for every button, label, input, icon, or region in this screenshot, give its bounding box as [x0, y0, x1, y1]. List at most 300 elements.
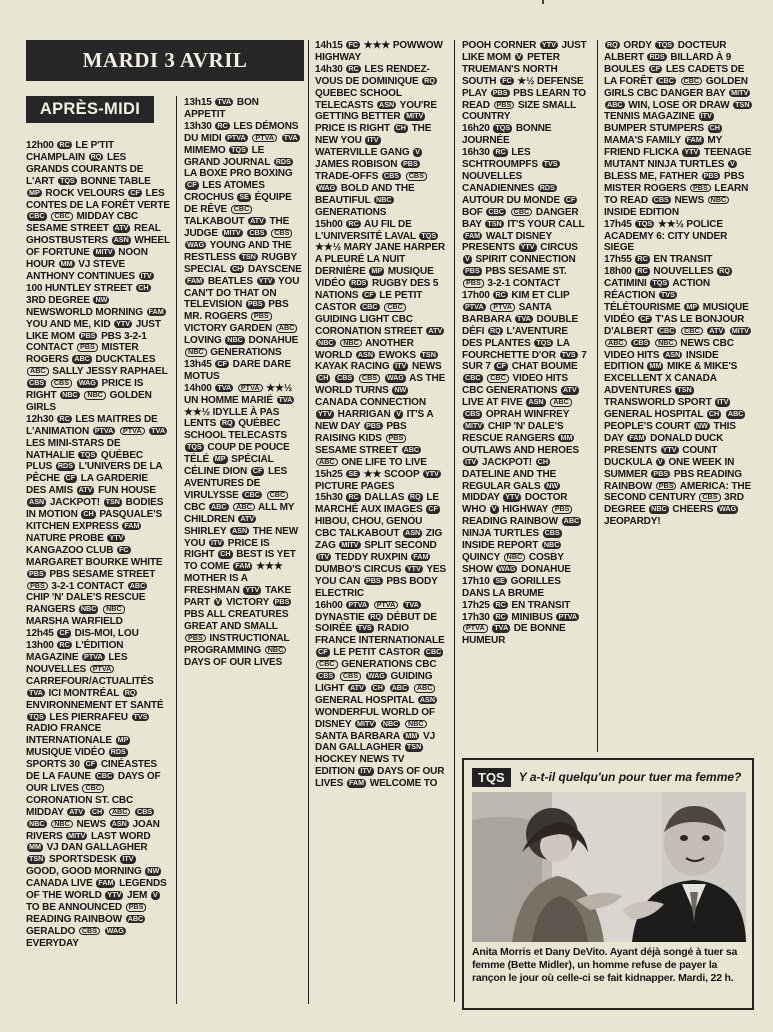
channel-logo: YTV — [662, 444, 677, 454]
listing-entry — [604, 40, 753, 219]
day-banner — [26, 40, 304, 81]
channel-logo: CBC — [658, 325, 675, 335]
channel-logo: CBC — [658, 75, 674, 85]
channel-logo: PBS — [653, 468, 669, 478]
listing-programs: RC KIM ET CLIP PTVA PTVA SANTA BARBARA TVA DOUBLE DÉFI RQ L'AVENTURE DES PLANTES TQS LA FOURCHETTE D'OR TVS 7 SUR 7 CF CHAT BOUME CBC CBC VIDEO HITS CBC GENERATIONS ATV LIVE AT FIVE ASN ABC CBS OPRAH WINFREY MITV CHIP 'N' DALE'S RESCUE RANGERS MM OUTLAWS AND HEROES ITV JACKPOT! CH DATELINE AND THE REGULAR GALS NW MIDDAY YTV DOCTOR WHO V HIGHWAY PBS READING RAINBOW ABC NINJA TURTLES CBS INSIDE REPORT NBC QUINCY NBC COSBY SHOW WAG DONAHUE — [462, 290, 587, 575]
channel-logo: WAG — [498, 563, 516, 573]
feature-header — [472, 766, 746, 788]
channel-logo: CF — [130, 187, 140, 197]
channel-logo: ITV — [210, 537, 223, 547]
channel-logo: ABC — [550, 398, 572, 407]
channel-logo: PTVA — [558, 611, 578, 621]
channel-logo: MITV — [68, 830, 86, 840]
channel-logo: NBC — [655, 339, 677, 348]
listing-time: 13h45 — [184, 358, 215, 370]
channel-logo: RQ — [90, 151, 102, 161]
channel-logo: ABC — [27, 367, 49, 376]
channel-logo: TSN — [241, 251, 256, 261]
listing-entry — [184, 383, 302, 669]
channel-logo: PTVA — [120, 427, 145, 436]
channel-logo: RC — [348, 218, 359, 228]
channel-logo: ASN — [419, 694, 436, 704]
channel-logo: ITV — [122, 854, 134, 864]
channel-logo: PTVA — [465, 301, 484, 311]
channel-logo: PBS — [365, 575, 381, 585]
channel-logo: PBS — [386, 434, 407, 443]
channel-logo: CH — [91, 806, 103, 816]
feature-title: Y a-t-il quelqu'un pour tuer ma femme? — [518, 770, 742, 784]
channel-logo: V — [491, 504, 497, 514]
channel-logo: CH — [83, 509, 94, 519]
channel-logo: PBS — [465, 266, 480, 276]
channel-logo: NBC — [318, 337, 334, 347]
channel-logo: PBS — [126, 903, 147, 912]
channel-logo: PBS — [27, 582, 48, 591]
channel-logo: FAM — [187, 275, 203, 285]
listing-column-2 — [184, 97, 302, 1003]
channel-logo: RQ — [370, 611, 382, 621]
listing-programs: RC L'ÉDITION MAGAZINE PTVA LES NOUVELLES PTVA CARREFOUR/ACTUALITÉS TVA ICI MONTRÉAL RQ ENVIRONNEMENT ET SANTÉ TQS LES PIERRAFEU TVS RADIO FRANCE INTERNATIONALE MP MUSIQUE VIDÉO RDS SPORTS 30 CF CINÉASTES DE LA FAUNE CBC DAYS OF OUR LIVES CBC CORONATION ST. CBC MIDDAY ATV CH ABC CBS NBC NBC NEWS ASN JOAN RIVERS MITV LAST WORD MM VJ DAN GALLAGHER TSN SPORTSDESK ITV GOOD, GOOD MORNING NW CANADA LIVE FAM LEGENDS OF THE WORLD YTV JEM V TO BE ANNOUNCED PBS READING RAINBOW ABC GERALDO CBS WAG EVERYDAY — [26, 640, 167, 949]
listing-entry — [604, 266, 753, 528]
channel-logo: TVS — [561, 349, 576, 359]
channel-logo: CH — [709, 123, 720, 133]
channel-logo: ITV — [367, 135, 379, 145]
listing-programs: POOH CORNER YTV JUST LIKE MOM V PETER TRUEMAN'S NORTH SOUTH FC ★½ DEFENSE PLAY PBS PBS LEARN TO READ PBS SIZE SMALL COUNTRY — [462, 40, 587, 123]
channel-logo: ITV — [717, 397, 729, 407]
channel-logo: CBC — [488, 206, 504, 216]
period-title: APRÈS-MIDI — [39, 100, 141, 118]
channel-logo: RC — [495, 611, 506, 621]
listing-programs: RC AU FIL DE L'UNIVERSITÉ LAVAL TQS ★★½ MARY JANE HARPER A PLEURÉ LA NUIT DERNIÈRE MP MUSIQUE VIDÉO RDS RUGBY DES 5 NATIONS CF LE PETIT CASTOR CBC CBC GUIDING LIGHT CBC CORONATION STREET ATV NBC NBC ANOTHER WORLD ASN EWOKS TSN KAYAK RACING ITV NEWS CH CBS CBS WAG AS THE WORLD TURNS NW CANADA CONNECTION YTV HARRIGAN V IT'S A NEW DAY PBS PBS RAISING KIDS PBS SESAME STREET ABC ABC ONE LIFE TO LIVE — [315, 218, 446, 468]
channel-logo: V — [465, 254, 470, 264]
channel-logo: ASN — [231, 525, 248, 535]
channel-logo: YTV — [541, 40, 556, 49]
channel-logo: CBC — [244, 489, 260, 499]
channel-logo: NBC — [84, 391, 106, 400]
listing-programs: PTVA PTVA TVA DYNASTIE RQ DÉBUT DE SOIRÉE TVS RADIO FRANCE INTERNATIONALE CF LE PETIT CASTOR CBC CBC GENERATIONS CBC CBS CBS WAG GUIDING LIGHT ATV CH ABC ABC GENERAL HOSPITAL ASN WONDERFUL WORLD OF DISNEY MITV NBC NBC SANTA BARBARA MM VJ DAN GALLAGHER TSN HOCKEY NEWS TV EDITION ITV DAYS OF OUR LIVES FAM WELCOME TO — [315, 599, 445, 790]
channel-logo: CBS — [383, 170, 400, 180]
channel-logo: CBS — [544, 528, 560, 538]
channel-logo: TVA — [217, 97, 232, 106]
channel-logo: CBC — [361, 301, 378, 311]
channel-logo: ASN — [379, 99, 395, 109]
channel-logo: PTVA — [238, 384, 263, 393]
channel-logo: FAM — [413, 551, 429, 561]
listing-programs: RC LES DÉMONS DU MIDI PTVA PTVA TVA MIMEMO TQS LE GRAND JOURNAL RDS LA BOXE PRO BOXING CF LES ATOMES CROCHUS SE ÉQUIPE DE RÊVE CBC TALKABOUT ATV THE JUDGE MITV CBS CBS WAG YOUNG AND THE RESTLESS TSN RUGBY SPECIAL CH DAYSCENE FAM BEATLES YTV YOU CAN'T DO THAT ON TELEVISION PBS PBS MR. ROGERS PBS VICTORY GARDEN ABC LOVING NBC DONAHUE NBC GENERATIONS — [184, 120, 302, 359]
channel-logo: NW — [546, 480, 559, 490]
channel-logo: NBC — [340, 339, 362, 348]
channel-logo: CF — [650, 63, 661, 73]
channel-logo: WAG — [719, 504, 737, 514]
channel-logo: MITV — [356, 718, 375, 728]
channel-logo: TSN — [487, 218, 502, 228]
channel-logo: MITV — [341, 540, 359, 550]
channel-logo: CH — [708, 409, 720, 419]
channel-logo: NBC — [62, 390, 78, 400]
channel-logo: NBC — [185, 348, 207, 357]
channel-logo: YTV — [424, 468, 439, 478]
channel-logo: TSN — [29, 854, 44, 864]
channel-logo: MM — [60, 259, 73, 269]
channel-logo: NW — [394, 385, 407, 395]
channel-logo: TQS — [29, 711, 44, 721]
channel-logo: MITV — [731, 325, 749, 335]
channel-logo: PBS — [552, 505, 573, 514]
channel-logo: CBS — [271, 229, 292, 238]
channel-logo: ABC — [109, 808, 131, 817]
channel-logo: PTVA — [252, 134, 277, 143]
channel-logo: MITV — [731, 87, 749, 97]
channel-logo: YTV — [505, 492, 520, 502]
listing-programs: RC EN TRANSIT — [637, 254, 713, 266]
channel-logo: CBS — [249, 227, 265, 237]
channel-logo: SE — [348, 468, 358, 478]
channel-logo: CF — [640, 313, 650, 323]
channel-logo: TSN — [406, 742, 422, 752]
channel-logo: V — [730, 159, 735, 169]
channel-logo: MITV — [95, 247, 113, 257]
listing-column-1 — [26, 140, 170, 1002]
movie-still-photo — [472, 792, 746, 942]
listing-entry — [184, 359, 302, 383]
column-divider — [454, 40, 455, 1002]
listing-time: 13h15 — [184, 97, 215, 108]
channel-logo: CF — [565, 194, 576, 204]
listing-time: 13h30 — [184, 120, 215, 132]
channel-logo: YTV — [318, 409, 332, 419]
channel-logo: TVA — [29, 687, 43, 697]
channel-logo: FC — [348, 40, 358, 49]
channel-logo: ABC — [316, 458, 338, 467]
listing-programs: RC DALLAS RQ LE MARCHÉ AUX IMAGES CF HIBOU, CHOU, GENOU CBC TALKABOUT ASN ZIG ZAG MITV SPLIT SECOND ITV TEDDY RUXPIN FAM DUMBO'S CIRCUS YTV YES YOU CAN PBS PBS BODY ELECTRIC — [315, 492, 446, 599]
channel-logo: NBC — [265, 646, 287, 655]
channel-logo: NBC — [543, 540, 560, 550]
channel-logo: NW — [95, 294, 108, 304]
channel-logo: TQS — [421, 230, 437, 240]
channel-logo: YTV — [406, 563, 421, 573]
channel-logo: NBC — [103, 605, 125, 614]
channel-logo: MM — [405, 730, 418, 740]
channel-logo: CH — [537, 456, 549, 466]
channel-logo: MM — [560, 432, 573, 442]
channel-logo: RC — [59, 413, 70, 423]
channel-logo: CH — [318, 373, 329, 383]
channel-logo: RQ — [719, 266, 730, 276]
channel-logo: CBC — [29, 211, 45, 221]
channel-logo: V — [215, 597, 221, 607]
listing-programs: RC LES RENDEZ-VOUS DE DOMINIQUE RQ QUEBEC SCHOOL TELECASTS ASN YOU'RE GETTING BETTER MITV PRICE IS RIGHT CH THE NEW YOU ITV WATERVILLE GANG V JAMES ROBISON PBS TRADE-OFFS CBS CBS WAG BOLD AND THE BEAUTIFUL NBC GENERATIONS — [315, 63, 437, 218]
channel-logo: RQ — [489, 325, 501, 335]
channel-logo: CBC — [681, 327, 703, 336]
channel-logo: NBC — [708, 196, 730, 205]
channel-logo: RDS — [539, 182, 555, 192]
channel-logo: YTV — [520, 242, 535, 252]
channel-logo: NBC — [80, 604, 97, 614]
listing-programs: CF DARE DARE MOTUS — [184, 358, 292, 382]
channel-logo: RC — [637, 254, 648, 264]
channel-logo: ASN — [357, 349, 374, 359]
channel-logo: NBC — [504, 553, 526, 562]
channel-logo: CF — [59, 628, 69, 638]
channel-logo: WAG — [106, 925, 124, 935]
channel-logo: FAM — [348, 778, 365, 788]
channel-logo: PBS — [365, 421, 381, 430]
channel-logo: FAM — [629, 432, 645, 442]
channel-logo: V — [657, 456, 663, 466]
channel-logo: CBS — [337, 373, 353, 383]
channel-logo: NBC — [651, 504, 667, 514]
listing-time: 17h30 — [462, 611, 493, 623]
channel-logo: CBS — [359, 374, 380, 383]
listing-programs: RC LES SCHTROUMPFS TVS NOUVELLES CANADIENNES RDS AUTOUR DU MONDE CF BOF CBC CBC DANGER BAY TSN IT'S YOUR CALL FAM WALT DISNEY PRESENTS YTV CIRCUS V SPIRIT CONNECTION PBS PBS SESAME ST. PBS 3-2-1 CONTACT — [462, 147, 585, 290]
channel-logo: RC — [495, 599, 506, 609]
channel-logo: ITV — [318, 551, 330, 561]
channel-logo: TQS — [536, 337, 552, 347]
channel-logo: ATV — [78, 485, 93, 495]
featured-movie-box — [462, 758, 754, 1010]
channel-logo: MITV — [406, 111, 424, 121]
channel-logo: PBS — [703, 170, 719, 180]
channel-logo: MM — [29, 842, 41, 852]
channel-logo: CBC — [316, 660, 338, 669]
listing-programs: RQ ORDY TQS DOCTEUR ALBERT RDS BILLARD À 9 BOULES CF LES CADETS DE LA FORÊT CBC CBC GOLDEN GIRLS CBC DANGER BAY MITV ABC WIN, LOSE OR DRAW TSN TENNIS MAGAZINE ITV BUMPER STUMPERS CH MAMA'S FAMILY FAM MY FRIEND FLICKA YTV TEENAGE MUTANT NINJA TURTLES V BLESS ME, FATHER PBS PBS MISTER ROGERS PBS LEARN TO READ CBS NEWS NBC INSIDE EDITION — [604, 40, 752, 218]
channel-logo: ABC — [210, 501, 227, 511]
channel-logo: ABC — [74, 354, 90, 364]
channel-logo: NBC — [405, 720, 427, 729]
channel-logo: RQ — [124, 687, 136, 697]
channel-logo: TQS — [652, 278, 668, 288]
channel-logo: FC — [119, 544, 129, 554]
channel-logo: ABC — [414, 684, 436, 693]
channel-logo: CBS — [406, 172, 427, 181]
channel-logo: CH — [395, 123, 406, 133]
channel-logo: MP — [686, 301, 698, 311]
channel-logo: PTVA — [463, 624, 488, 633]
channel-logo: CBC — [96, 771, 113, 781]
channel-logo: RDS — [275, 156, 291, 166]
channel-logo: YTV — [109, 532, 124, 542]
channel-logo: MP — [29, 187, 40, 197]
channel-logo: ITV — [395, 361, 407, 371]
listing-time: 13h00 — [26, 640, 57, 652]
channel-logo: TVA — [151, 425, 166, 435]
channel-logo: ASN — [528, 397, 544, 407]
listing-entry — [462, 600, 590, 612]
listing-programs: SE ★★ SCOOP YTV PICTURE PAGES — [315, 468, 439, 492]
channel-logo: CH — [220, 549, 231, 559]
channel-logo: TQS — [80, 449, 96, 459]
channel-logo: CF — [217, 358, 227, 368]
listing-entry — [315, 469, 446, 493]
channel-logo: CH — [372, 682, 383, 692]
listing-programs: FC ★★★ POWWOW HIGHWAY — [315, 40, 443, 63]
channel-logo: TQS — [472, 768, 511, 787]
channel-logo: RQ — [424, 75, 435, 85]
channel-logo: MITV — [223, 227, 241, 237]
channel-logo: TQS — [60, 175, 75, 185]
listing-time: 12h45 — [26, 628, 57, 640]
channel-logo: NBC — [51, 820, 73, 829]
listing-column-3 — [315, 40, 446, 1000]
channel-logo: YTV — [258, 275, 273, 285]
listing-entry — [462, 147, 590, 290]
listing-entry — [315, 64, 446, 219]
listing-time: 12h30 — [26, 413, 57, 425]
channel-logo: RQ — [221, 418, 233, 428]
channel-logo: CF — [252, 466, 263, 476]
channel-logo: PBS — [29, 568, 44, 578]
listing-time: 16h30 — [462, 147, 493, 159]
listing-time: 17h25 — [462, 599, 493, 611]
channel-logo: RC — [348, 492, 359, 502]
channel-logo: CF — [428, 504, 438, 514]
listing-programs: RC EN TRANSIT — [495, 599, 571, 611]
listing-column-5 — [604, 40, 753, 762]
channel-logo: PTVA — [490, 303, 515, 312]
channel-logo: ITV — [360, 766, 372, 776]
channel-logo: V — [516, 51, 522, 61]
channel-logo: TVS — [543, 159, 558, 169]
channel-logo: NBC — [382, 718, 399, 728]
channel-logo: CBS — [29, 378, 45, 388]
channel-logo: FAM — [124, 521, 140, 530]
listing-entry — [184, 121, 302, 359]
listing-entry — [462, 40, 590, 123]
channel-logo: YTV — [107, 890, 122, 900]
listing-entry — [462, 290, 590, 576]
channel-logo: CBC — [487, 374, 509, 383]
listing-time: 17h45 — [604, 218, 635, 230]
channel-logo: CBC — [267, 491, 289, 500]
channel-logo: CBS — [465, 409, 481, 419]
channel-logo: V — [152, 890, 158, 900]
channel-logo: TSN — [105, 497, 120, 507]
channel-logo: CBS — [633, 337, 649, 347]
channel-logo: PTVA — [94, 425, 114, 435]
channel-logo: PBS — [185, 634, 206, 643]
channel-logo: ASN — [29, 497, 45, 507]
listing-column-4 — [462, 40, 590, 762]
listing-entry — [184, 97, 302, 121]
listing-programs: RC LES MAITRES DE L'ANIMATION PTVA PTVA TVA LES MINI-STARS DE NATHALIE TQS QUÉBEC PLUS RDS L'UNIVERS DE LA PÊCHE CF LA GARDERIE DES AMIS ATV FUN HOUSE ASN JACKPOT! TSN BODIES IN MOTION CH PASQUALE'S KITCHEN EXPRESS FAM NATURE PROBE YTV KANGAZOO CLUB FC MARGARET BOURKE WHITE PBS PBS SESAME STREET PBS 3-2-1 CONTACT ABC CHIP 'N' DALE'S RESCUE RANGERS NBC NBC MARSHA WARFIELD — [26, 413, 166, 628]
channel-logo: TVA — [278, 394, 293, 404]
channel-logo: WAG — [187, 239, 205, 249]
channel-logo: MP — [117, 735, 129, 745]
channel-logo: ABC — [563, 516, 580, 526]
channel-logo: YTV — [116, 318, 131, 328]
channel-logo: CBS — [318, 671, 334, 681]
column-divider — [597, 40, 598, 752]
channel-logo: ABC — [127, 913, 144, 923]
channel-logo: ASN — [665, 349, 681, 359]
channel-logo: FAM — [148, 306, 164, 316]
day-title: MARDI 3 AVRIL — [82, 48, 248, 72]
listing-time: 17h10 — [462, 575, 493, 587]
channel-logo: CBC — [465, 373, 481, 383]
channel-logo: ATV — [240, 513, 255, 523]
channel-logo: RC — [217, 120, 228, 130]
channel-logo: MITV — [465, 421, 483, 430]
channel-logo: RC — [495, 147, 506, 157]
page-mark — [542, 0, 544, 4]
listing-programs: TVA BON APPETIT — [184, 97, 259, 120]
channel-logo: RDS — [351, 278, 367, 288]
listing-entry — [462, 576, 590, 600]
listing-entry — [26, 628, 170, 640]
channel-logo: NW — [147, 866, 160, 876]
channel-logo: TVA — [517, 313, 531, 323]
channel-logo: RDS — [57, 461, 74, 471]
channel-logo: RC — [637, 266, 648, 276]
channel-logo: CBC — [425, 647, 442, 657]
channel-logo: CF — [364, 290, 374, 300]
channel-logo: TVS — [660, 290, 675, 300]
channel-logo: FC — [502, 75, 512, 85]
listing-programs: TQS ★★½ POLICE ACADEMY 6: CITY UNDER SIEGE — [604, 218, 728, 254]
channel-logo: ABC — [403, 444, 420, 454]
channel-logo: CBC — [231, 205, 253, 214]
channel-logo: ABC — [727, 409, 744, 419]
listing-time: 14h30 — [315, 63, 346, 75]
channel-logo: FAM — [235, 561, 251, 571]
channel-logo: PBS — [492, 87, 508, 97]
channel-logo: CH — [138, 282, 149, 292]
channel-logo: PTVA — [90, 665, 115, 674]
channel-logo: PBS — [656, 482, 677, 491]
listing-entry — [315, 600, 446, 791]
channel-logo: MP — [371, 266, 383, 276]
channel-logo: ATV — [562, 385, 577, 395]
channel-logo: PTVA — [374, 601, 399, 610]
channel-logo: RQ — [409, 492, 421, 502]
channel-logo: ATV — [428, 325, 443, 335]
listing-entry — [26, 640, 170, 950]
listing-time: 17h55 — [604, 254, 635, 266]
channel-logo: YTV — [684, 147, 699, 157]
channel-logo: ATV — [69, 806, 84, 816]
channel-logo: ITV — [465, 456, 477, 466]
listing-programs: CF DIS-MOI, LOU — [59, 628, 139, 640]
channel-logo: CBC — [82, 784, 104, 793]
listing-entry — [462, 612, 590, 648]
channel-logo: CBS — [340, 672, 361, 681]
channel-logo: TQS — [637, 218, 653, 228]
channel-logo: ATV — [350, 682, 364, 692]
channel-logo: PBS — [494, 101, 515, 110]
channel-logo: WAG — [318, 182, 336, 192]
channel-logo: PTVA — [227, 132, 246, 142]
listing-entry — [604, 219, 753, 255]
channel-logo: MM — [649, 361, 662, 371]
channel-logo: NBC — [227, 335, 243, 345]
channel-logo: PBS — [274, 597, 290, 607]
listing-time: 15h00 — [315, 218, 346, 230]
channel-logo: TVA — [494, 623, 509, 633]
channel-logo: CBC — [681, 77, 703, 86]
channel-logo: WAG — [386, 373, 404, 383]
channel-logo: TVS — [133, 711, 148, 721]
channel-logo: SE — [239, 192, 249, 202]
listing-time: 16h20 — [462, 123, 493, 135]
channel-logo: WAG — [78, 378, 96, 388]
channel-logo: CF — [85, 759, 96, 769]
listing-time: 12h00 — [26, 140, 57, 151]
channel-logo: TVA — [404, 599, 419, 609]
channel-logo: FAM — [465, 230, 481, 240]
channel-logo: ABC — [129, 580, 146, 590]
channel-logo: WAG — [367, 671, 385, 681]
feature-caption: Anita Morris et Dany DeVito. Ayant déjà songé à tuer sa femme (Bette Midler), un homme refuse de payer la rançon le jour où celle-ci se fait kidnapper. Mardi, 22 h. — [472, 946, 738, 984]
